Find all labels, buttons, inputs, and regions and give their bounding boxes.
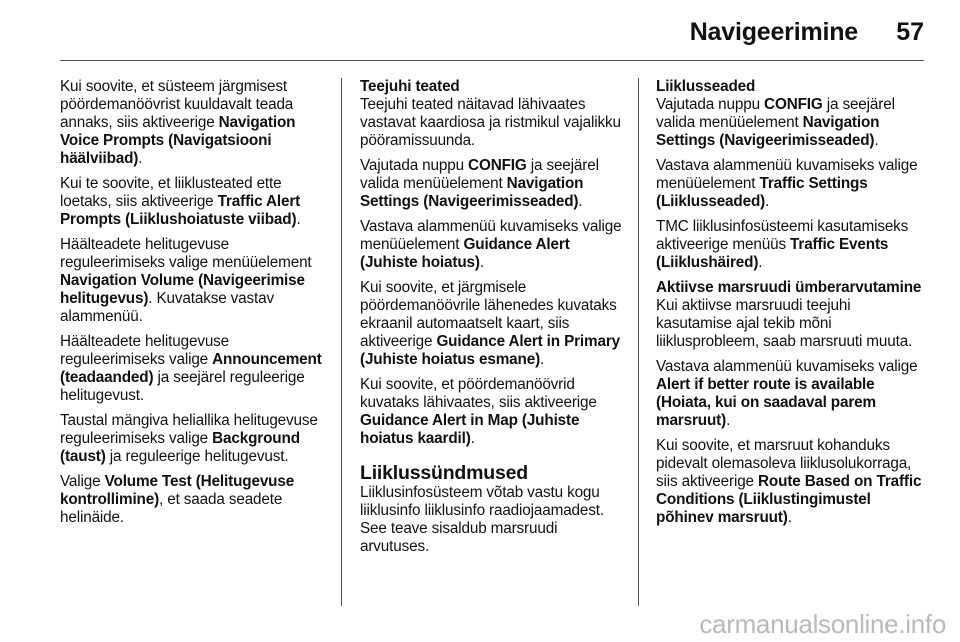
subheading-route-recalculation: Aktiivse marsruudi ümberarvutamine [656, 279, 922, 296]
paragraph: Kui soovite, et süsteem järgmisest pöördemanöövrist kuuldavalt teada annaks, siis aktiveerige Navigation Voice Prompts (Navigatsiooni häälviibad). [60, 78, 296, 167]
column-1 [60, 78, 326, 534]
paragraph: Häälteadete helitugevuse reguleerimiseks valige Announcement (teadaanded) ja seejärel reguleerige helitugevust. [60, 333, 322, 404]
paragraph: Vastava alammenüü kuvamiseks valige Alert if better route is available (Hoiata, kui on saadaval parem marsruut). [656, 358, 918, 429]
paragraph: Taustal mängiva heliallika helitugevuse reguleerimiseks valige Background (taust) ja reguleerige helitugevust. [60, 412, 318, 465]
menu-item-reference: Volume Test (Helitugevuse kontrollimine) [60, 473, 295, 508]
watermark-text: carmanualsonline.info [699, 609, 946, 639]
menu-item-reference: Navigation Volume (Navigeerimise helitugevus) [60, 272, 305, 307]
guidance-paragraphs [360, 96, 628, 448]
menu-item-reference: Navigation Settings (Navigeerimisseaded) [360, 175, 584, 210]
page-header [0, 0, 960, 62]
subheading-traffic-settings: Liiklusseaded [656, 78, 756, 95]
page-number: 57 [896, 18, 924, 46]
paragraph: Vajutada nuppu CONFIG ja seejärel valida menüüelement Navigation Settings (Navigeerimisseaded). [360, 157, 599, 210]
chapter-title: Navigeerimine [689, 18, 858, 46]
menu-item-reference: CONFIG [764, 96, 823, 113]
paragraph: Kui soovite, et marsruut kohanduks pidevalt olemasoleva liiklusolukorraga, siis aktiveerige Route Based on Traffic Conditions (Liiklustingimustel põhinev marsruut). [656, 437, 922, 526]
menu-item-reference: Route Based on Traffic Conditions (Liiklustingimustel põhinev marsruut) [656, 473, 922, 526]
route-recalculation-paragraphs [656, 297, 928, 527]
menu-item-reference: Navigation Settings (Navigeerimisseaded) [656, 114, 880, 149]
menu-item-reference: Traffic Settings (Liiklusseaded) [656, 175, 868, 210]
paragraph: Valige Volume Test (Helitugevuse kontrollimine), et saada seadete helinäide. [60, 473, 295, 526]
menu-item-reference: Announcement (teadaanded) [60, 351, 322, 386]
paragraph: Häälteadete helitugevuse reguleerimiseks valige menüüelement Navigation Volume (Navigeerimise helitugevus). Kuvatakse vastav alammenüü. [60, 236, 312, 325]
menu-item-reference: Traffic Alert Prompts (Liiklushoiatuste viibad) [60, 193, 301, 228]
paragraph: TMC liiklusinfosüsteemi kasutamiseks aktiveerige menüüs Traffic Events (Liiklushäired). [656, 218, 909, 271]
paragraph: Kui te soovite, et liiklusteated ette loetaks, siis aktiveerige Traffic Alert Prompts (Liiklushoiatuste viibad). [60, 175, 301, 228]
column-divider-2 [638, 78, 639, 606]
paragraph: Vastava alammenüü kuvamiseks valige menüüelement Traffic Settings (Liiklusseaded). [656, 157, 918, 210]
paragraph: Kui soovite, et järgmisele pöördemanöövrile lähenedes kuvataks ekraanil automaatselt kaart, siis aktiveerige Guidance Alert in Primary (Juhiste hoiatus esmane). [360, 279, 620, 368]
menu-item-reference: Guidance Alert (Juhiste hoiatus) [360, 236, 570, 271]
traffic-settings-paragraphs [656, 96, 928, 272]
paragraph: Vajutada nuppu CONFIG ja seejärel valida menüüelement Navigation Settings (Navigeerimisseaded). [656, 96, 895, 149]
paragraph: Liiklusinfosüsteem võtab vastu kogu liiklusinfo liiklusinfo raadiojaamadest. See teave sisaldub marsruudi arvutuses. [360, 484, 604, 555]
column-2 [360, 78, 628, 563]
menu-item-reference: Background (taust) [60, 430, 300, 465]
menu-item-reference: Alert if better route is available (Hoiata, kui on saadaval parem marsruut) [656, 376, 876, 429]
subheading-guidance-alerts: Teejuhi teated [360, 78, 460, 95]
section-title-traffic-events: Liiklussündmused [360, 462, 528, 484]
menu-item-reference: Traffic Events (Liiklushäired) [656, 236, 889, 271]
paragraph: Vastava alammenüü kuvamiseks valige menüüelement Guidance Alert (Juhiste hoiatus). [360, 218, 622, 271]
menu-item-reference: Guidance Alert in Map (Juhiste hoiatus kaardil) [360, 412, 580, 447]
menu-item-reference: Navigation Voice Prompts (Navigatsiooni häälviibad) [60, 114, 296, 167]
menu-item-reference: CONFIG [468, 157, 527, 174]
paragraph: Kui aktiivse marsruudi teejuhi kasutamise ajal tekib mõni liiklusprobleem, saab marsruuti muuta. [656, 297, 913, 350]
column-3 [656, 78, 928, 534]
paragraph: Kui soovite, et pöördemanöövrid kuvataks lähivaates, siis aktiveerige Guidance Alert in Map (Juhiste hoiatus kaardil). [360, 376, 597, 447]
header-divider [60, 60, 924, 61]
menu-item-reference: Guidance Alert in Primary (Juhiste hoiatus esmane) [360, 333, 620, 368]
traffic-paragraphs [360, 484, 628, 556]
column-divider-1 [341, 78, 342, 606]
paragraph: Teejuhi teated näitavad lähivaates vastavat kaardiosa ja ristmikul vajalikku pööramissuunda. [360, 96, 621, 149]
